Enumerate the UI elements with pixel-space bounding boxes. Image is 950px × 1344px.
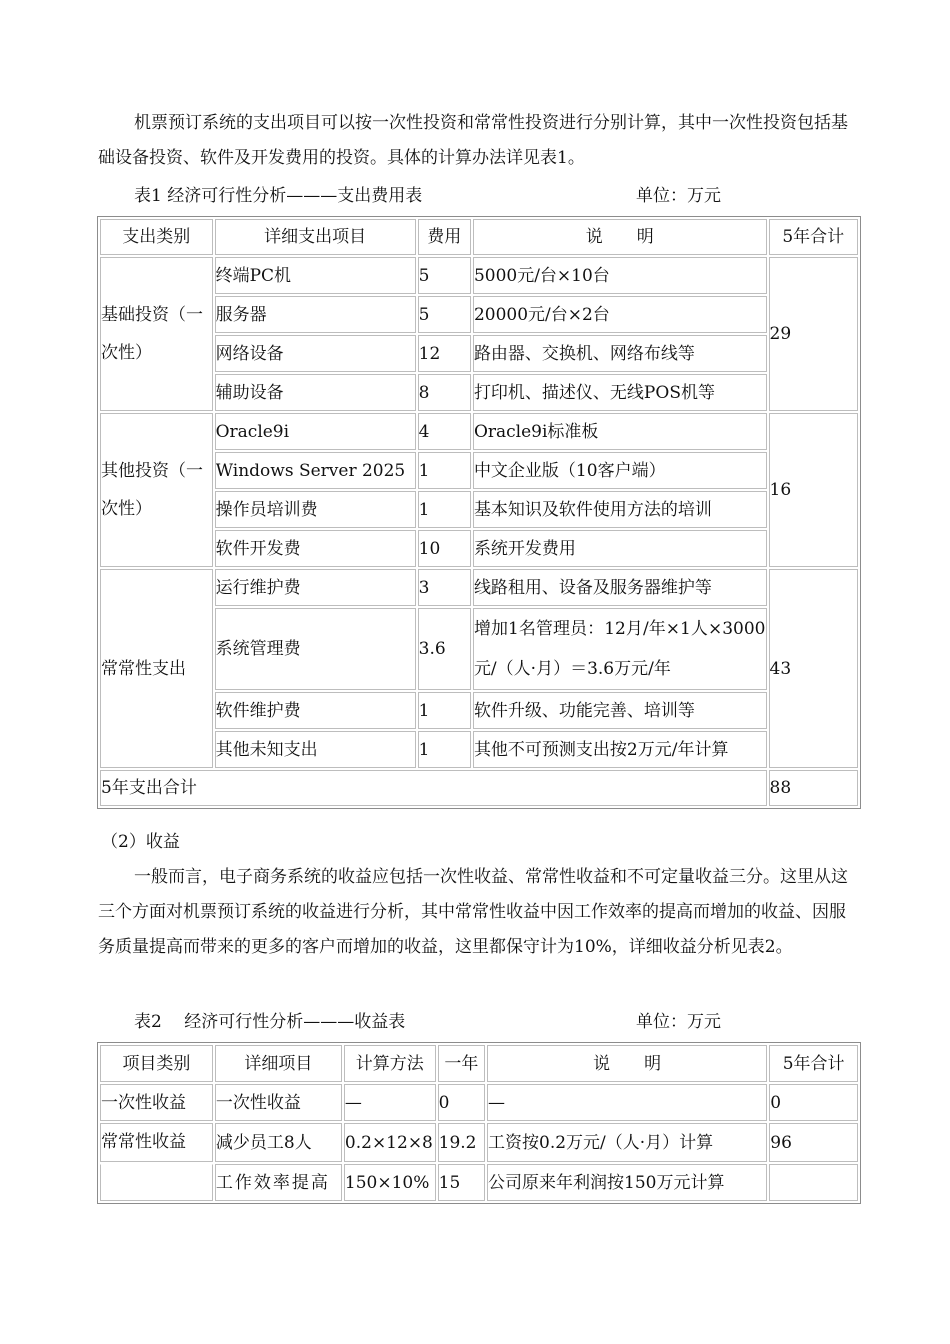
table1-header: 详细支出项目 xyxy=(215,219,416,255)
item-name: 辅助设备 xyxy=(215,374,416,411)
group-total: 43 xyxy=(769,569,859,768)
item-cost: 4 xyxy=(418,413,471,450)
item-cost: 5 xyxy=(418,257,471,294)
item-note: 5000元/台×10台 xyxy=(473,257,767,294)
table2-cell: 减少员工8人 xyxy=(215,1123,342,1162)
item-name: 软件开发费 xyxy=(215,530,416,567)
table1-footer-total: 88 xyxy=(769,770,859,806)
table2-cell: 19.2 xyxy=(438,1123,485,1162)
table2-cell: — xyxy=(344,1084,436,1121)
table2-cell: 一次性收益 xyxy=(215,1084,342,1121)
table2-header: 一年 xyxy=(438,1045,485,1082)
group-total: 29 xyxy=(769,257,859,411)
table1-caption: 表1 经济可行性分析———支出费用表 xyxy=(134,186,423,206)
section2-heading: （2）收益 xyxy=(101,832,180,852)
item-cost: 3 xyxy=(418,569,471,606)
item-cost: 8 xyxy=(418,374,471,411)
revenue-paragraph: 一般而言，电子商务系统的收益应包括一次性收益、常常性收益和不可定量收益三分。这里从这三个方面对机票预订系统的收益进行分析，其中常常性收益中因工作效率的提高而增加的收益、因服务质量提高而带来的更多的客户而增加的收益，这里都保守计为10%，详细收益分析见表2。 xyxy=(98,867,848,957)
expense-table xyxy=(97,216,861,809)
item-cost: 1 xyxy=(418,491,471,528)
table1-unit: 单位：万元 xyxy=(636,186,721,206)
item-name: 服务器 xyxy=(215,296,416,333)
category-cell: 常常性支出 xyxy=(100,569,213,768)
table2-cell: 一次性收益 xyxy=(100,1084,213,1121)
item-cost: 12 xyxy=(418,335,471,372)
item-note: Oracle9i标准板 xyxy=(473,413,767,450)
item-note: 其他不可预测支出按2万元/年计算 xyxy=(473,731,767,768)
item-note: 软件升级、功能完善、培训等 xyxy=(473,692,767,729)
item-cost: 1 xyxy=(418,731,471,768)
item-note: 中文企业版（10客户端） xyxy=(473,452,767,489)
revenue-table xyxy=(97,1042,861,1204)
table2-caption: 表2 经济可行性分析———收益表 xyxy=(134,1012,406,1032)
item-name: 运行维护费 xyxy=(215,569,416,606)
category-cell: 其他投资（一次性） xyxy=(100,413,213,567)
item-note: 基本知识及软件使用方法的培训 xyxy=(473,491,767,528)
item-cost: 5 xyxy=(418,296,471,333)
table2-unit: 单位：万元 xyxy=(636,1012,721,1032)
item-name: 网络设备 xyxy=(215,335,416,372)
table2-cell: 15 xyxy=(438,1164,485,1201)
item-note: 打印机、描述仪、无线POS机等 xyxy=(473,374,767,411)
item-name: Oracle9i xyxy=(215,413,416,450)
item-note: 线路租用、设备及服务器维护等 xyxy=(473,569,767,606)
category-cell: 基础投资（一次性） xyxy=(100,257,213,411)
table2-header: 5年合计 xyxy=(769,1045,858,1082)
table2-header: 项目类别 xyxy=(100,1045,213,1082)
table1-footer-label: 5年支出合计 xyxy=(100,770,767,806)
table2-cell: 150×10% xyxy=(344,1164,436,1201)
item-name: 软件维护费 xyxy=(215,692,416,729)
table2-cell xyxy=(769,1164,858,1201)
table2-cell: 工资按0.2万元/（人·月）计算 xyxy=(487,1123,767,1162)
group-total: 16 xyxy=(769,413,859,567)
item-note: 路由器、交换机、网络布线等 xyxy=(473,335,767,372)
table1-header: 支出类别 xyxy=(100,219,213,255)
table2-cell: 公司原来年利润按150万元计算 xyxy=(487,1164,767,1201)
item-name: 系统管理费 xyxy=(215,608,416,690)
table2-header: 计算方法 xyxy=(344,1045,436,1082)
table2-cell: 0 xyxy=(438,1084,485,1121)
table2-header: 说 明 xyxy=(487,1045,767,1082)
table2-header: 详细项目 xyxy=(215,1045,342,1082)
item-note: 系统开发费用 xyxy=(473,530,767,567)
item-name: 终端PC机 xyxy=(215,257,416,294)
table2-cell: 0 xyxy=(769,1084,858,1121)
item-cost: 10 xyxy=(418,530,471,567)
table2-cell: 常常性收益 xyxy=(100,1123,213,1162)
table2-cell: 96 xyxy=(769,1123,858,1162)
table1-header: 说 明 xyxy=(473,219,767,255)
item-cost: 1 xyxy=(418,452,471,489)
table1-header: 费用 xyxy=(418,219,471,255)
item-name: Windows Server 2025 xyxy=(215,452,416,489)
table2-cell xyxy=(100,1164,213,1201)
table2-cell: 0.2×12×8 xyxy=(344,1123,436,1162)
item-note: 增加1名管理员：12月/年×1人×3000元/（人·月）＝3.6万元/年 xyxy=(473,608,767,690)
table1-header: 5年合计 xyxy=(769,219,859,255)
item-name: 其他未知支出 xyxy=(215,731,416,768)
intro-paragraph: 机票预订系统的支出项目可以按一次性投资和常常性投资进行分别计算，其中一次性投资包括基础设备投资、软件及开发费用的投资。具体的计算办法详见表1。 xyxy=(98,113,848,168)
table2-cell: — xyxy=(487,1084,767,1121)
item-cost: 3.6 xyxy=(418,608,471,690)
table2-cell: 工作效率提高 xyxy=(215,1164,342,1201)
item-name: 操作员培训费 xyxy=(215,491,416,528)
item-note: 20000元/台×2台 xyxy=(473,296,767,333)
item-cost: 1 xyxy=(418,692,471,729)
